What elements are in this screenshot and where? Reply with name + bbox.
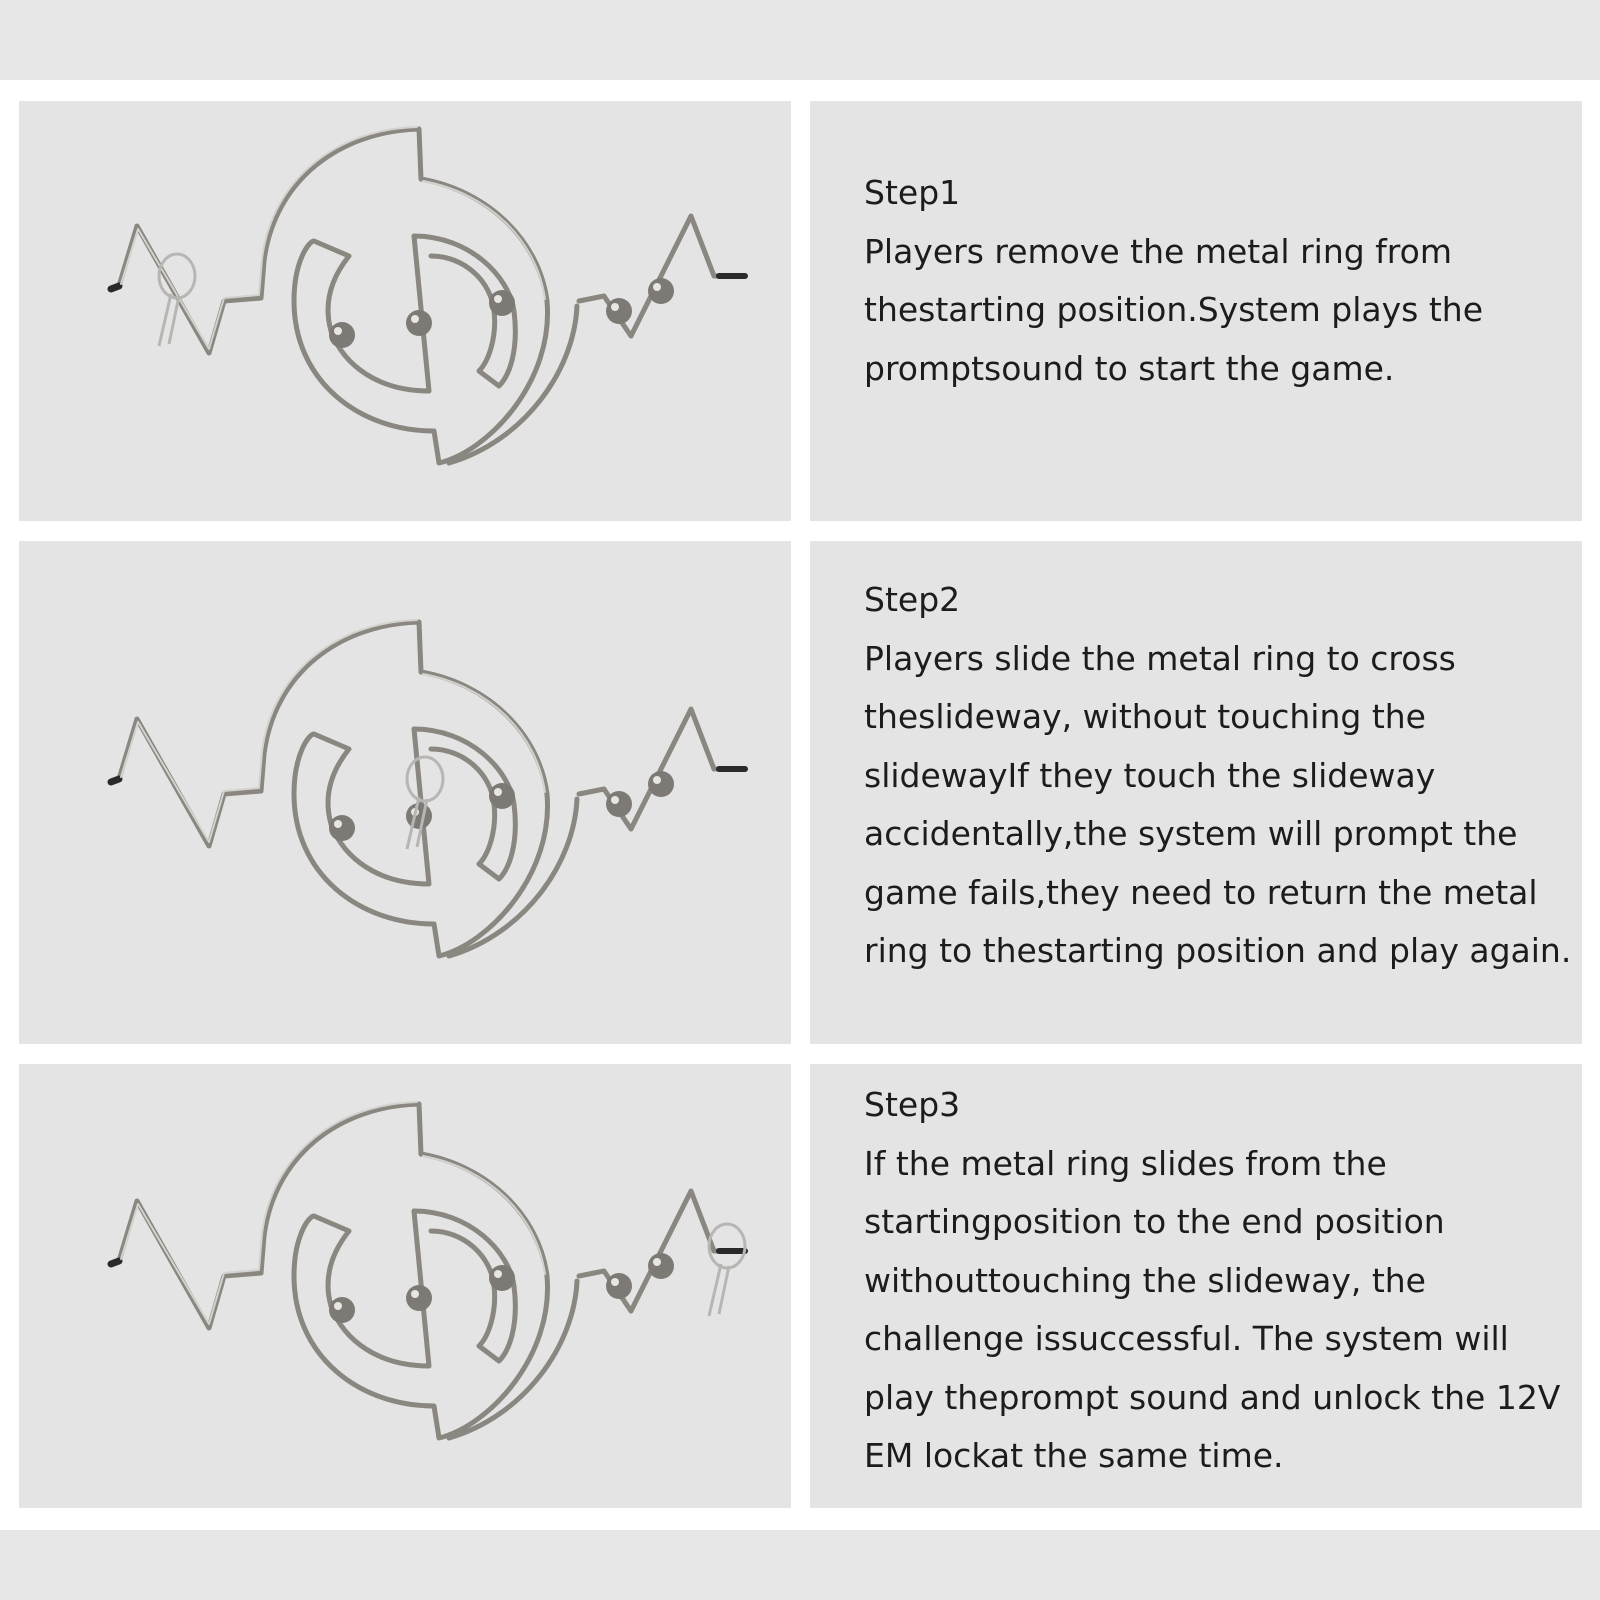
metal-ring-icon — [709, 1224, 745, 1316]
step3-text-panel — [810, 1064, 1582, 1508]
step2-text — [864, 571, 1572, 981]
step-text-line: accidentally,the system will prompt the — [864, 814, 1518, 853]
step3-illustration-panel — [19, 1064, 791, 1508]
step3-wire-maze-illustration — [19, 1064, 791, 1508]
step-text-line: Players slide the metal ring to cross — [864, 638, 1456, 678]
step2-wire-maze-illustration — [19, 541, 791, 1044]
step-text-line: thestarting position.System plays the — [864, 290, 1483, 329]
step1-text-panel — [810, 101, 1582, 521]
step-text-line: withouttouching the slideway, the — [864, 1260, 1426, 1300]
step1-illustration-panel — [19, 101, 791, 521]
wire-maze-icon — [111, 127, 745, 463]
step-text-line: theslideway, without touching the — [864, 697, 1426, 736]
step2-text-panel — [810, 541, 1582, 1044]
step-text-line: play theprompt sound and unlock the 12V — [864, 1377, 1561, 1417]
step-text-line: If the metal ring slides from the — [864, 1143, 1387, 1183]
step-text-line: startingposition to the end position — [864, 1202, 1445, 1241]
step-text-line: promptsound to start the game. — [864, 348, 1395, 388]
step-text-line: game fails,they need to return the metal — [864, 872, 1538, 912]
step1-wire-maze-illustration — [19, 101, 791, 521]
step-title: Step3 — [864, 1085, 961, 1124]
metal-ring-icon — [159, 254, 195, 346]
step-title: Step1 — [864, 173, 961, 212]
step-text-line: challenge issuccessful. The system will — [864, 1319, 1509, 1358]
step-text-line: EM lockat the same time. — [864, 1436, 1284, 1475]
bottom-band — [0, 1530, 1600, 1600]
step-title: Step2 — [864, 580, 961, 619]
wire-maze-icon — [111, 1102, 745, 1438]
top-band — [0, 0, 1600, 80]
step-text-line: Players remove the metal ring from — [864, 231, 1452, 271]
wire-maze-icon — [111, 620, 745, 956]
step3-text — [864, 1076, 1562, 1486]
step2-illustration-panel — [19, 541, 791, 1044]
step1-text — [864, 164, 1562, 398]
step-text-line: ring to thestarting position and play again. — [864, 931, 1572, 970]
step-text-line: slidewayIf they touch the slideway — [864, 755, 1436, 795]
